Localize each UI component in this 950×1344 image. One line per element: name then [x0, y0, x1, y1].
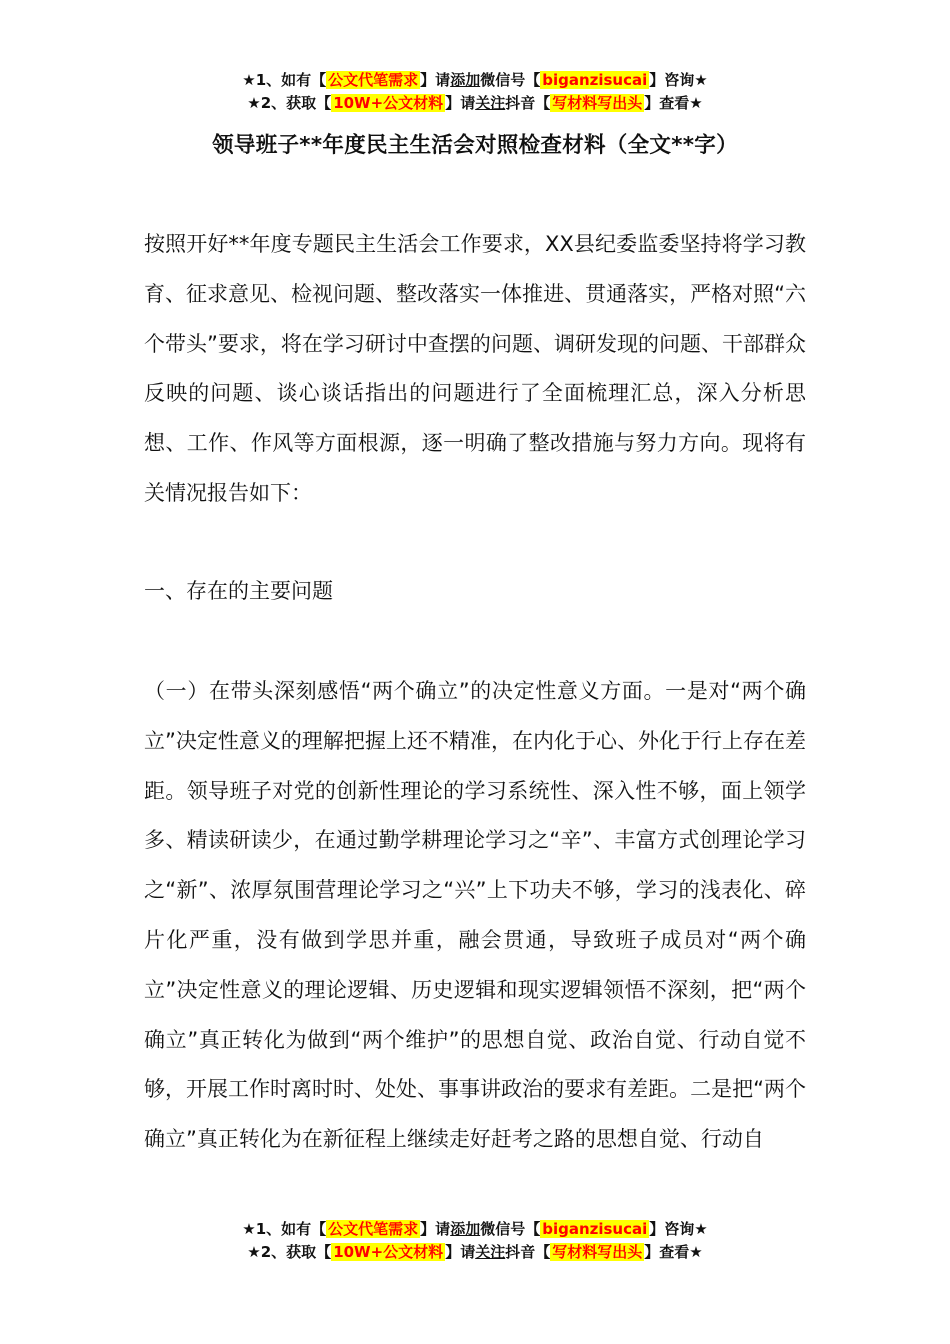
promo-text: ★1、如有【 [242, 1220, 327, 1238]
promo-text: ★2、获取【 [247, 94, 332, 112]
promo-text: 】咨询★ [649, 1220, 708, 1238]
promo-text: 】请 [420, 71, 451, 89]
promo-text: 抖音【 [505, 1243, 551, 1261]
promo-text: 】请 [420, 1220, 451, 1238]
promo-text: 微信号【 [480, 1220, 541, 1238]
promo-text: 微信号【 [480, 71, 541, 89]
promo-banner-top [0, 69, 950, 115]
promo-line-1 [0, 1218, 950, 1241]
promo-line-2 [0, 92, 950, 115]
promo-highlight: 10W+公文材料 [333, 1243, 444, 1261]
promo-highlight: 公文代笔需求 [328, 1220, 419, 1238]
promo-text: ★2、获取【 [247, 1243, 332, 1261]
promo-text: 】查看★ [644, 1243, 703, 1261]
promo-line-1 [0, 69, 950, 92]
promo-banner-bottom [0, 1218, 950, 1264]
promo-text: 】查看★ [644, 94, 703, 112]
douyin-id-highlight: 写材料写出头 [552, 94, 643, 112]
promo-text: 】咨询★ [649, 71, 708, 89]
wechat-id-highlight: biganzisucai [542, 71, 648, 89]
promo-underline: 关注 [475, 94, 506, 112]
promo-underline: 添加 [450, 71, 481, 89]
promo-text: 】请 [445, 1243, 476, 1261]
intro-paragraph: 按照开好**年度专题民主生活会工作要求，XX县纪委监委坚持将学习教育、征求意见、检视问题、整改落实一体推进、贯通落实，严格对照“六个带头”要求，将在学习研讨中查摆的问题、调研发现的问题、干部群众反映的问题、谈心谈话指出的问题进行了全面梳理汇总，深入分析思想、工作、作风等方面根源，逐一明确了整改措施与努力方向。现将有关情况报告如下： [144, 232, 806, 505]
body-paragraph: （一）在带头深刻感悟“两个确立”的决定性意义方面。一是对“两个确立”决定性意义的理解把握上还不精准，在内化于心、外化于行上存在差距。领导班子对党的创新性理论的学习系统性、深入性不够，面上领学多、精读研读少，在通过勤学耕理论学习之“辛”、丰富方式创理论学习之“新”、浓厚氛围营理论学习之“兴”上下功夫不够，学习的浅表化、碎片化严重，没有做到学思并重，融会贯通，导致班子成员对“两个确立”决定性意义的理论逻辑、历史逻辑和现实逻辑领悟不深刻，把“两个确立”真正转化为做到“两个维护”的思想自觉、政治自觉、行动自觉不够，开展工作时离时时、处处、事事讲政治的要求有差距。二是把“两个确立”真正转化为在新征程上继续走好赶考之路的思想自觉、行动自 [144, 679, 806, 1152]
promo-highlight: 公文代笔需求 [328, 71, 419, 89]
wechat-id-highlight: biganzisucai [542, 1220, 648, 1238]
douyin-id-highlight: 写材料写出头 [552, 1243, 643, 1261]
promo-underline: 添加 [450, 1220, 481, 1238]
promo-line-2 [0, 1241, 950, 1264]
promo-underline: 关注 [475, 1243, 506, 1261]
promo-text: 】请 [445, 94, 476, 112]
promo-text: ★1、如有【 [242, 71, 327, 89]
document-title: 领导班子**年度民主生活会对照检查材料（全文**字） [212, 133, 738, 158]
section-heading: 一、存在的主要问题 [144, 579, 333, 603]
promo-text: 抖音【 [505, 94, 551, 112]
promo-highlight: 10W+公文材料 [333, 94, 444, 112]
